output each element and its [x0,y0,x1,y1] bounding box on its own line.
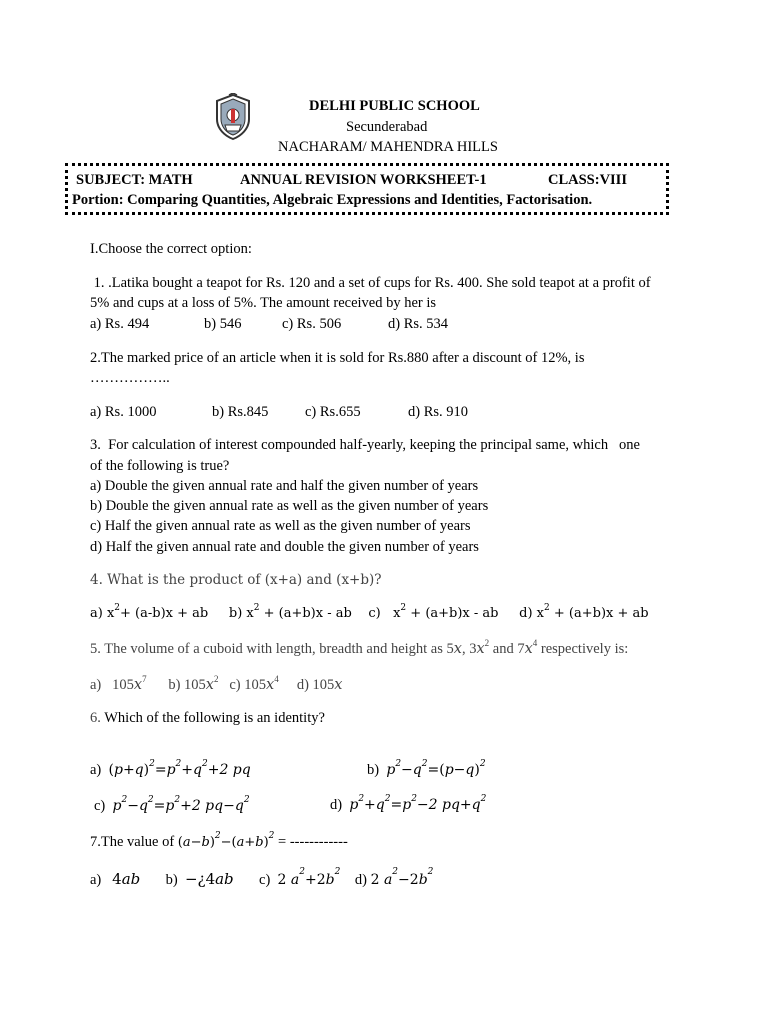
q3-option-d: d) Half the given annual rate and double the given number of years [90,539,479,555]
subject-label: SUBJECT: MATH [76,172,193,188]
q3-line1: 3. For calculation of interest compounded half-yearly, keeping the principal same, which one [90,437,640,453]
q2-option-c: c) Rs.655 [305,404,361,420]
q7-options: a) 4ab b) −¿4ab c) 2 $a^2+2b^2$ d) 2 $a^2-2b^2$ [90,867,434,888]
q2-option-d: d) Rs. 910 [408,404,469,420]
q3-option-a: a) Double the given annual rate and half the given number of years [90,478,479,494]
q6-option-c: c) $p^2-q^2=p^2+2$ $pq-q^2$ [94,795,250,814]
school-branch: NACHARAM/ MAHENDRA HILLS [278,139,498,155]
q2-line2: …………….. [90,370,170,386]
q7-text: 7.The value of $(a-b)^2-(a+b)^2$ = ------------ [90,831,348,850]
q6-option-d: d) $p^2+q^2=p^2-2$ $pq+q^2$ [330,794,487,813]
q6-option-b: b) $p^2-q^2=(p-q)^2$ [367,759,486,778]
portion-label: Portion: Comparing Quantities, Algebraic Expressions and Identities, Factorisation. [72,192,593,208]
q3-option-c: c) Half the given annual rate as well as the given number of years [90,518,471,534]
q5-options: a) $105x^7$ b) $105x^2$ c) $105x^4$ d) 105x [90,674,343,693]
q1-option-c: c) Rs. 506 [282,316,342,332]
q1-line1: 1. .Latika bought a teapot for Rs. 120 and a set of cups for Rs. 400. She sold teapot at a profit of [90,275,651,291]
section-title: I.Choose the correct option: [90,241,252,257]
school-logo-icon [213,93,253,141]
q4-options: a) $x^2+ (a-b)x$ + ab b) $x^2 + (a+b)x$ - ab c) $x^2 + (a+b)x$ - ab d) $x^2 + (a+b)x$ + ab [90,603,649,621]
worksheet-title: ANNUAL REVISION WORKSHEET-1 [240,172,487,188]
q4-text: 4. What is the product of (x+a) and (x+b)? [90,572,382,588]
q2-option-a: a) Rs. 1000 [90,404,157,420]
q2-line1: 2.The marked price of an article when it is sold for Rs.880 after a discount of 12%, is [90,350,585,366]
school-name: DELHI PUBLIC SCHOOL [309,98,480,114]
q6-text: 6. Which of the following is an identity? [90,710,325,726]
q5-text: 5. The volume of a cuboid with length, breadth and height as 5x, $3x^2$ and $7x^4$ respectively is: [90,638,629,657]
q1-option-d: d) Rs. 534 [388,316,449,332]
q2-option-b: b) Rs.845 [212,404,269,420]
school-city: Secunderabad [346,119,428,135]
class-label: CLASS:VIII [548,172,627,188]
q1-option-b: b) 546 [204,316,242,332]
q1-option-a: a) Rs. 494 [90,316,150,332]
q6-option-a: a) $(p+q)^2=p^2+q^2+2$ pq [90,759,251,778]
q1-line2: 5% and cups at a loss of 5%. The amount received by her is [90,295,437,311]
q3-line2: of the following is true? [90,458,230,474]
q3-option-b: b) Double the given annual rate as well as the given number of years [90,498,489,514]
